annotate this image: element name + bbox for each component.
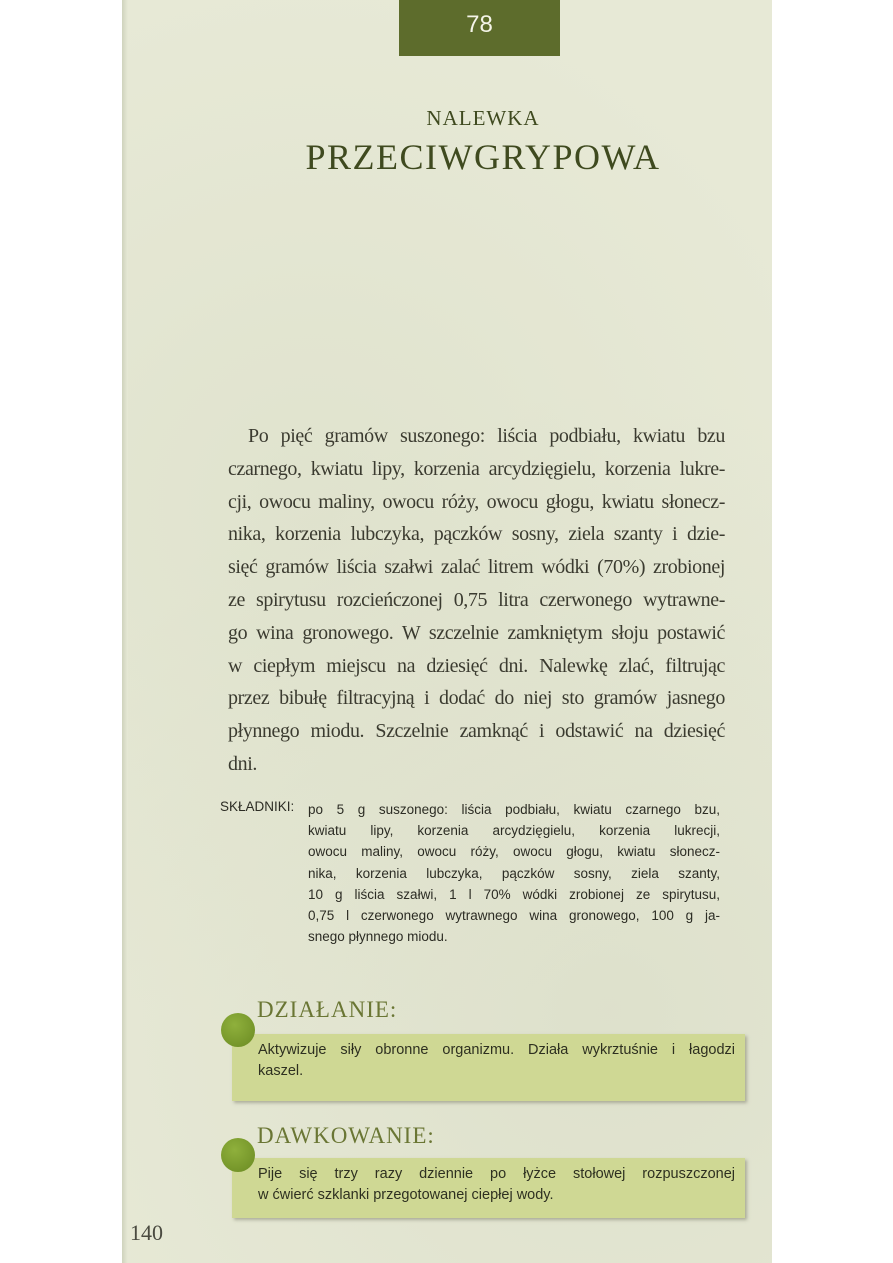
text-line: Aktywizuje siły obronne organizmu. Działa wykrztuśnie i łagodzi <box>258 1042 735 1058</box>
text-line: ze spirytusu rozcieńczonej 0,75 litra czerwonego wytrawne- <box>228 588 725 611</box>
text-line: Pije się trzy razy dziennie po łyżce stołowej rozpuszczonej <box>258 1166 735 1182</box>
text-line: 0,75 l czerwonego wytrawnego wina gronowego, 100 g ja- <box>308 907 720 923</box>
text-line: nika, korzenia lubczyka, pączków sosny, ziela szanty i dzie- <box>228 523 725 546</box>
dosage-box <box>232 1158 745 1218</box>
recipe-number-badge: 78 <box>399 0 560 56</box>
title-line-2: PRZECIWGRYPOWA <box>305 137 661 177</box>
page-spine-shadow <box>122 0 128 1263</box>
text-line: czarnego, kwiatu lipy, korzenia arcydzięgielu, korzenia lukre- <box>228 457 725 480</box>
ingredients-label: SKŁADNIKI: <box>220 799 295 814</box>
text-line: Po pięć gramów suszonego: liścia podbiału, kwiatu bzu <box>248 425 725 447</box>
title-line-1: NALEWKA <box>426 106 540 130</box>
text-line: przez bibułę filtracyjną i dodać do niej sto gramów jasnego <box>228 687 725 710</box>
text-line: owocu maliny, owocu róży, owocu głogu, kwiatu słonecz- <box>308 844 720 860</box>
text-line: cji, owocu maliny, owocu róży, owocu głogu, kwiatu słonecz- <box>228 490 725 513</box>
dosage-bullet-icon <box>221 1138 255 1172</box>
text-line: kwiatu lipy, korzenia arcydzięgielu, korzenia lukrecji, <box>308 823 720 839</box>
text-line: dni. <box>228 752 257 775</box>
text-line: kaszel. <box>258 1063 304 1079</box>
text-line: sięć gramów liścia szałwi zalać litrem wódki (70%) zrobionej <box>228 556 725 579</box>
action-box <box>232 1034 745 1101</box>
text-line: go wina gronowego. W szczelnie zamkniętym słoju postawić <box>228 621 725 644</box>
text-line: w ciepłym miejscu na dziesięć dni. Nalewkę zlać, filtrując <box>228 654 725 677</box>
dosage-heading: DAWKOWANIE: <box>257 1123 435 1148</box>
text-line: snego płynnego miodu. <box>308 929 448 945</box>
action-bullet-icon <box>221 1013 255 1047</box>
action-heading: DZIAŁANIE: <box>257 997 398 1022</box>
ingredients-text <box>308 799 720 947</box>
text-line: nika, korzenia lubczyka, pączków sosny, ziela szanty, <box>308 865 720 881</box>
text-line: w ćwierć szklanki przegotowanej ciepłej wody. <box>258 1187 554 1203</box>
text-line: po 5 g suszonego: liścia podbiału, kwiatu czarnego bzu, <box>308 802 720 817</box>
text-line: 10 g liścia szałwi, 1 l 70% wódki zrobionej ze spirytusu, <box>308 886 720 902</box>
text-line: płynnego miodu. Szczelnie zamknąć i odstawić na dziesięć <box>228 720 725 743</box>
page-number: 140 <box>130 1220 163 1245</box>
recipe-body <box>228 420 725 781</box>
